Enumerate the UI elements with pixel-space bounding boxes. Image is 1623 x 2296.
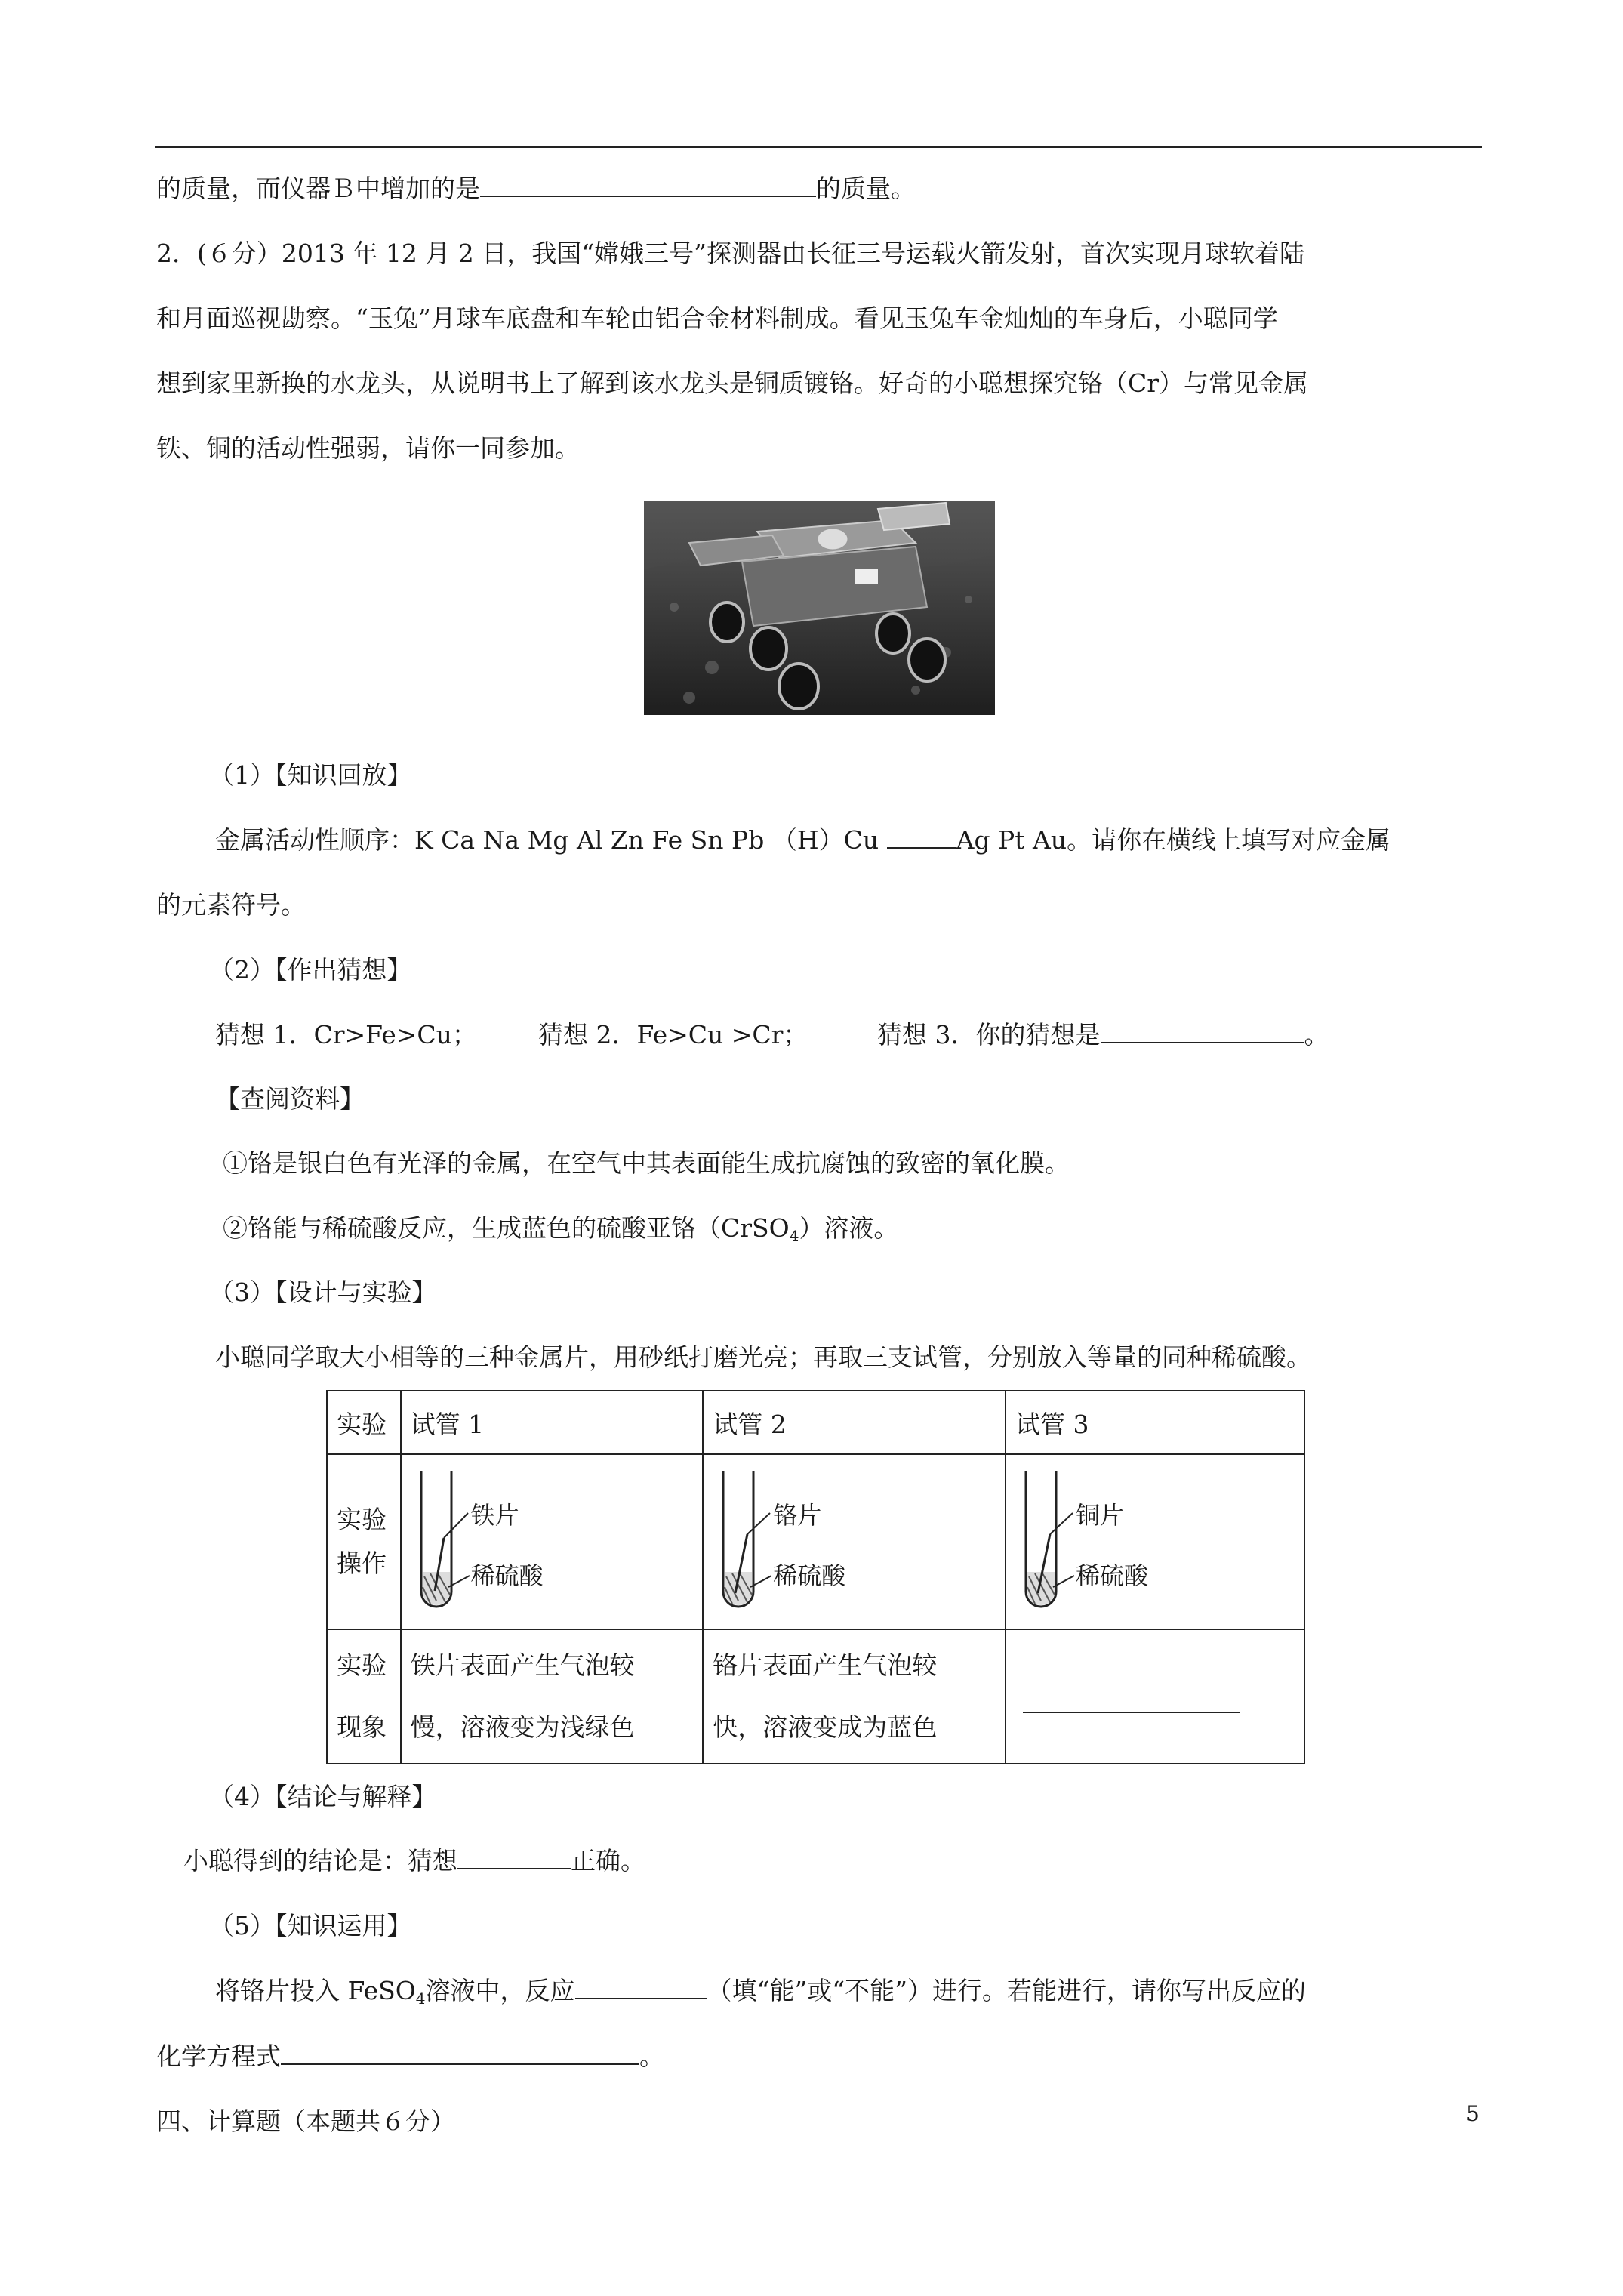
conclusion-line: 小聪得到的结论是：猜想 正确。 [183,1846,645,1875]
reference-item-1: ①铬是银白色有光泽的金属，在空气中其表面能生成抗腐蚀的致密的氧化膜。 [223,1148,1070,1178]
question-2-line-1: 2．(６分）2013 年 12 月 2 日，我国“嫦娥三号”探测器由长征三号运载火箭发射，首次实现月球软着陆 [156,239,1305,268]
observation-blank[interactable] [1023,1711,1240,1713]
question-2-line-2: 和月面巡视勘察。“玉兔”月球车底盘和车轮由铝合金材料制成。看见玉兔车金灿灿的车身后，小聪同学 [156,304,1278,333]
tube-cell-2 [703,1454,1006,1629]
observation-cell-1: 铁片表面产生气泡较 慢，溶液变为浅绿色 [401,1629,704,1764]
section-1-heading: （1）【知识回放】 [209,760,412,790]
tube-cell-1 [401,1454,704,1629]
header-cell: 试管 2 [703,1391,1006,1454]
test-tube-icon [1015,1459,1076,1625]
guess-2: 猜想 2．Fe>Cu >Cr； [538,1020,808,1049]
tube-cell-3 [1006,1454,1304,1629]
section-title-calculation: 四、计算题（本题共６分） [156,2106,455,2136]
observation-cell-3 [1006,1629,1304,1764]
header-cell: 试管 3 [1006,1391,1304,1454]
test-tube-diagram [713,1459,992,1625]
section-5-heading: （5）【知识运用】 [209,1911,412,1940]
application-line-1: 将铬片投入 FeSO$_4$溶液中，反应 （填“能”或“不能”）进行。若能进行，请你写出反应的 [215,1976,1306,2008]
question-2-line-3: 想到家里新换的水龙头，从说明书上了解到该水龙头是铜质镀铬。好奇的小聪想探究铬（Cr）与常见金属 [156,368,1309,398]
guess-3: 猜想 3．你的猜想是 。 [877,1020,1329,1049]
experiment-table [326,1390,1305,1764]
reference-item-2: ②铬能与稀硫酸反应，生成蓝色的硫酸亚铬（CrSO$_4$）溶液。 [223,1213,899,1245]
guess-1: 猜想 1．Cr>Fe>Cu； [215,1020,477,1049]
header-cell: 实验 [327,1391,401,1454]
test-tube-diagram [411,1459,690,1625]
header-cell: 试管 1 [401,1391,704,1454]
table-header-row [327,1391,1304,1454]
reaction-blank[interactable] [575,1975,707,1999]
reference-heading: 【查阅资料】 [215,1084,365,1114]
page-number: 5 [1466,2101,1480,2126]
header-rule [155,146,1482,148]
section-3-heading: （3）【设计与实验】 [209,1277,437,1307]
conclusion-blank[interactable] [457,1845,571,1869]
test-tube-icon [713,1459,773,1625]
carryover-line: 的质量，而仪器Ｂ中增加的是 的质量。 [156,174,916,203]
observation-cell-2: 铬片表面产生气泡较 快，溶液变成为蓝色 [703,1629,1006,1764]
test-tube-icon [411,1459,471,1625]
metal-label: 铬片 [773,1501,822,1530]
section-1-text: 金属活动性顺序：K Ca Na Mg Al Zn Fe Sn Pb （H）Cu Ag Pt Au。请你在横线上填写对应金属 [215,825,1391,855]
application-line-2: 化学方程式 。 [156,2042,664,2071]
metal-label: 铜片 [1076,1501,1125,1530]
metal-label: 铁片 [470,1501,519,1530]
lunar-rover-image [644,501,995,715]
rover-picture [644,501,995,715]
observation-label: 实验 现象 [327,1629,401,1764]
operation-label: 实验 操作 [327,1454,401,1629]
metal-blank[interactable] [887,824,956,849]
section-1-line-2: 的元素符号。 [156,890,306,920]
equation-blank[interactable] [281,2041,639,2065]
section-4-heading: （4）【结论与解释】 [209,1782,437,1811]
acid-label: 稀硫酸 [1076,1561,1149,1590]
acid-label: 稀硫酸 [470,1561,544,1590]
acid-label: 稀硫酸 [773,1561,846,1590]
operation-row [327,1454,1304,1629]
answer-blank[interactable] [480,173,816,197]
observation-row [327,1629,1304,1764]
test-tube-diagram [1015,1459,1295,1625]
question-2-line-4: 铁、铜的活动性强弱，请你一同参加。 [156,433,580,463]
guess-blank[interactable] [1101,1019,1304,1043]
section-2-heading: （2）【作出猜想】 [209,955,412,985]
section-3-intro: 小聪同学取大小相等的三种金属片，用砂纸打磨光亮；再取三支试管，分别放入等量的同种稀硫酸。 [215,1342,1311,1372]
